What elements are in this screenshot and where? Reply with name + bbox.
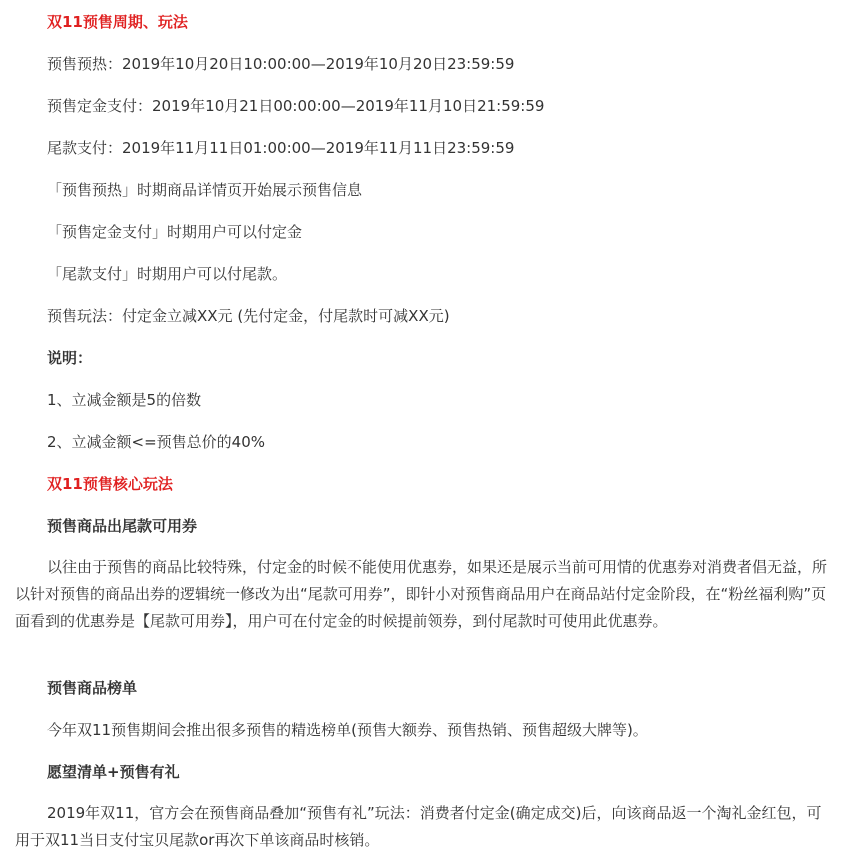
heading-core-play: 双11预售核心玩法 [47,475,173,493]
subheading-wishlist: 愿望清单+预售有礼 [47,763,180,781]
explain-label: 说明： [47,349,93,367]
rule-2: 2、立减金额<=预售总价的40% [47,433,266,451]
paragraph-wishlist: 2019年双11，官方会在预售商品叠加“预售有礼”玩法：消费者付定金(确定成交)后，向该商品返一个淘礼金红包，可用于双11当日支付宝贝尾款or再次下单该商品时核销。 [15,804,822,849]
final-payment-period: 尾款支付：2019年11月11日01:00:00—2019年11月11日23:59:59 [47,139,515,157]
play-method: 预售玩法：付定金立减XX元 (先付定金，付尾款时可减XX元) [47,307,450,325]
subheading-ranking: 预售商品榜单 [47,679,138,697]
warmup-period: 预售预热：2019年10月20日10:00:00—2019年10月20日23:59:59 [47,55,515,73]
subheading-coupon: 预售商品出尾款可用券 [47,517,198,535]
paragraph-coupon: 以往由于预售的商品比较特殊，付定金的时候不能使用优惠券，如果还是展示当前可用情的优惠券对消费者倡无益，所以针对预售的商品出券的逻辑统一修改为出“尾款可用券”，即针小对预售商品用户在商品站付定金阶段，在“粉丝福利购”页面看到的优惠券是【尾款可用券】，用户可在付定金的时候提前领券，到付尾款时可使用此优惠券。 [15,558,828,630]
deposit-period: 预售定金支付：2019年10月21日00:00:00—2019年11月10日21:59:59 [47,97,545,115]
final-note: 「尾款支付」时期用户可以付尾款。 [47,265,288,283]
heading-presale-period: 双11预售周期、玩法 [47,13,188,31]
paragraph-ranking: 今年双11预售期间会推出很多预售的精选榜单(预售大额券、预售热销、预售超级大牌等)。 [47,721,648,739]
warmup-note: 「预售预热」时期商品详情页开始展示预售信息 [47,181,363,199]
deposit-note: 「预售定金支付」时期用户可以付定金 [47,223,303,241]
rule-1: 1、立减金额是5的倍数 [47,391,202,409]
